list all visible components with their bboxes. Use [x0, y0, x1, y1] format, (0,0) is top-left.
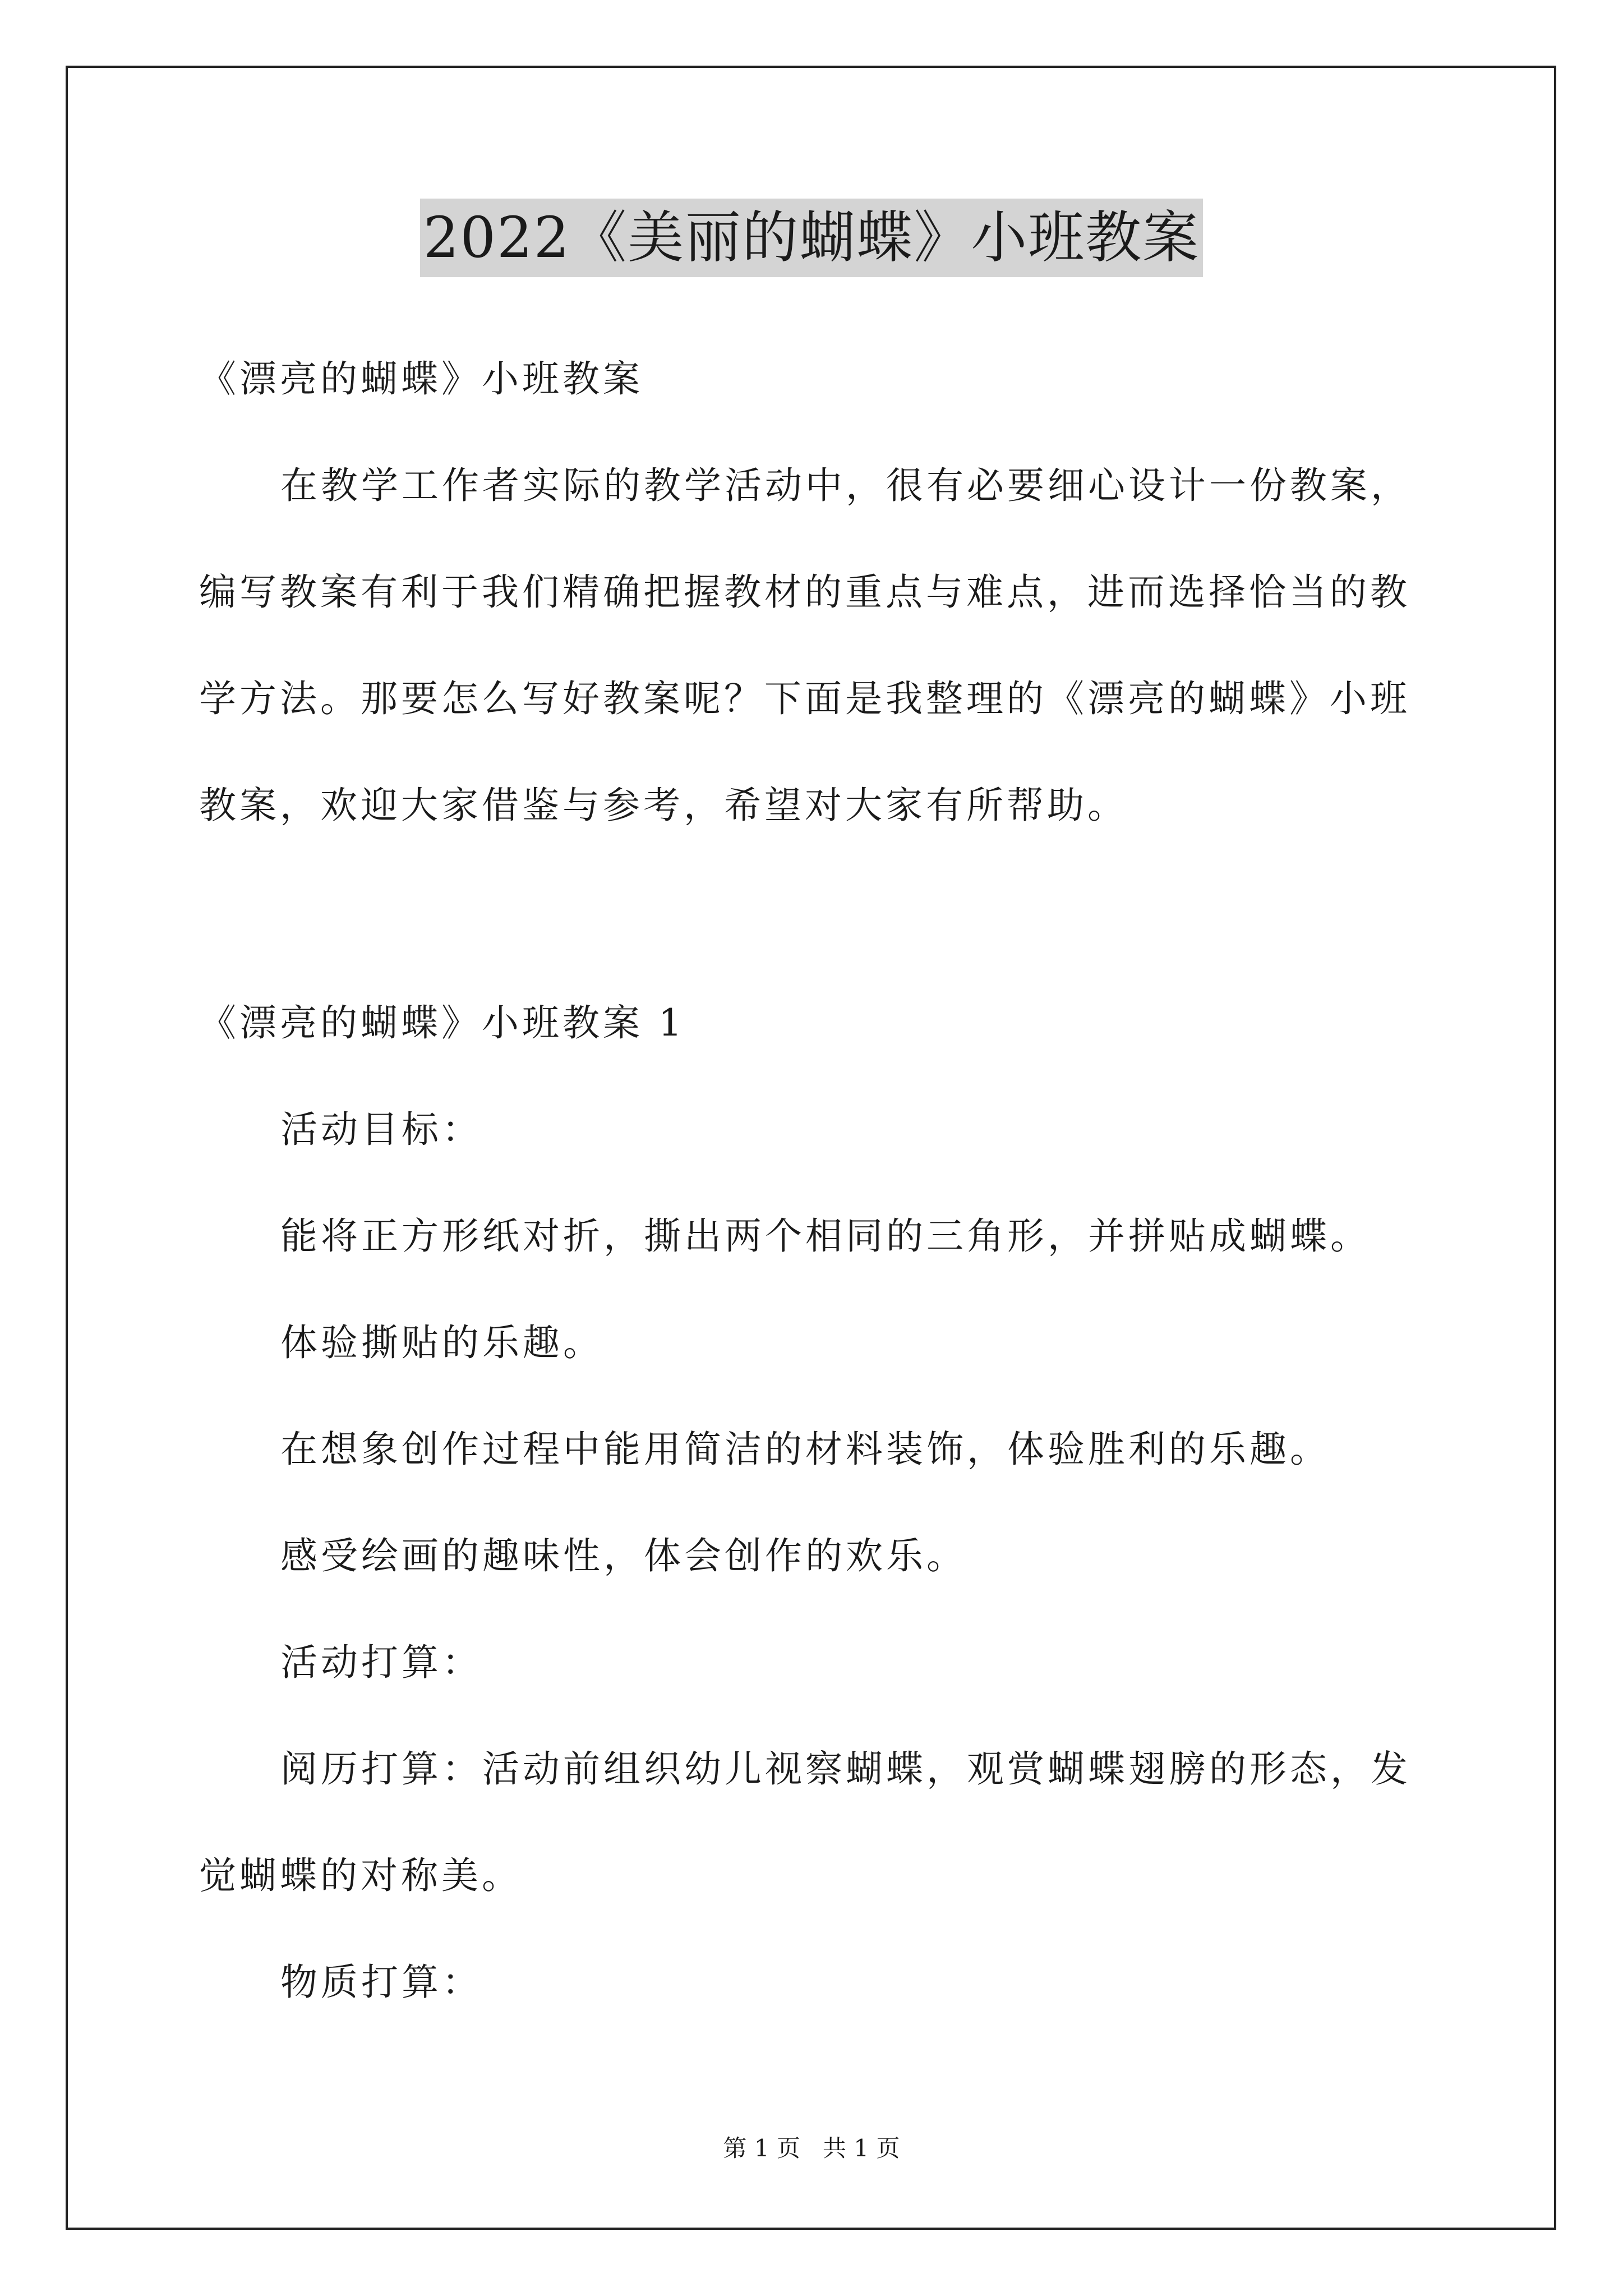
section-heading: 《漂亮的蝴蝶》小班教案 1 — [199, 1001, 685, 1045]
experience-prep-line: 阅历打算：活动前组织幼儿视察蝴蝶，观赏蝴蝶翅膀的形态，发 — [280, 1747, 1411, 1791]
material-prep-label: 物质打算： — [280, 1961, 482, 2004]
title-container — [0, 199, 1623, 277]
intro-line: 在教学工作者实际的教学活动中，很有必要细心设计一份教案， — [280, 464, 1411, 507]
prep-label: 活动打算： — [280, 1641, 482, 1684]
goal-item: 在想象创作过程中能用简洁的材料装饰，体验胜利的乐趣。 — [280, 1428, 1330, 1471]
goal-item: 能将正方形纸对折，撕出两个相同的三角形，并拼贴成蝴蝶。 — [280, 1214, 1371, 1258]
intro-line: 教案，欢迎大家借鉴与参考，希望对大家有所帮助。 — [199, 784, 1128, 827]
document-title: 2022《美丽的蝴蝶》小班教案 — [420, 199, 1204, 277]
goal-item: 体验撕贴的乐趣。 — [280, 1321, 603, 1364]
goal-item: 感受绘画的趣味性，体会创作的欢乐。 — [280, 1534, 967, 1577]
experience-prep-line: 觉蝴蝶的对称美。 — [199, 1854, 522, 1897]
page-footer: 第 1 页 共 1 页 — [723, 2134, 900, 2162]
goals-label: 活动目标： — [280, 1108, 482, 1151]
intro-line: 编写教案有利于我们精确把握教材的重点与难点，进而选择恰当的教 — [199, 570, 1410, 614]
document-subtitle: 《漂亮的蝴蝶》小班教案 — [199, 357, 643, 401]
intro-line: 学方法。那要怎么写好教案呢？下面是我整理的《漂亮的蝴蝶》小班 — [199, 677, 1410, 720]
